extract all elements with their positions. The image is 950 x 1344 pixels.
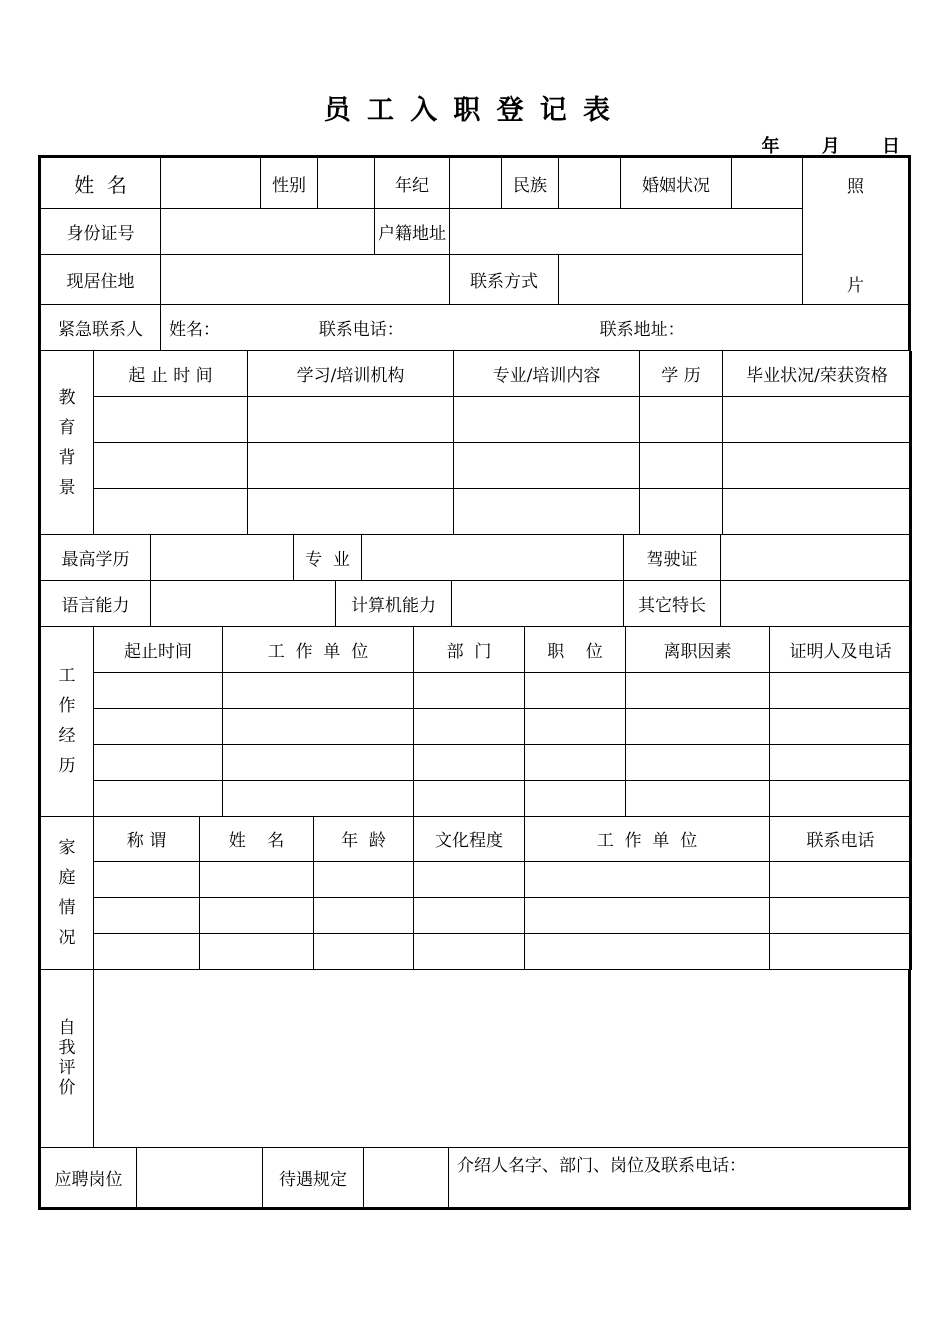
work-cell[interactable]: [626, 744, 770, 780]
work-cell[interactable]: [94, 708, 223, 744]
work-header-period: 起止时间: [94, 627, 223, 672]
work-cell[interactable]: [223, 708, 414, 744]
license-label: 驾驶证: [624, 535, 721, 581]
form-title: 员工入职登记表: [323, 95, 627, 126]
name-field[interactable]: [161, 158, 261, 209]
contact-label: 联系方式: [450, 255, 559, 305]
work-cell[interactable]: [770, 708, 912, 744]
work-cell[interactable]: [94, 780, 223, 816]
photo-box[interactable]: [803, 158, 909, 305]
work-table: [40, 627, 912, 817]
family-cell[interactable]: [770, 862, 912, 898]
computer-label: 计算机能力: [336, 581, 452, 627]
work-cell[interactable]: [414, 708, 525, 744]
edu-cell[interactable]: [94, 443, 248, 489]
self-eval-table: [40, 970, 909, 1148]
family-cell[interactable]: [94, 898, 200, 934]
ethnicity-label: 民族: [502, 158, 559, 209]
ethnicity-field[interactable]: [559, 158, 621, 209]
family-cell[interactable]: [414, 934, 525, 970]
work-header-reference: 证明人及电话: [770, 627, 912, 672]
family-cell[interactable]: [525, 898, 770, 934]
residence-field[interactable]: [161, 255, 450, 305]
edu-cell[interactable]: [723, 443, 912, 489]
work-cell[interactable]: [770, 744, 912, 780]
family-cell[interactable]: [770, 898, 912, 934]
work-cell[interactable]: [770, 672, 912, 708]
position-field[interactable]: [137, 1148, 263, 1208]
work-header-department: 部 门: [414, 627, 525, 672]
edu-cell[interactable]: [94, 489, 248, 535]
edu-cell[interactable]: [640, 489, 723, 535]
work-cell[interactable]: [414, 744, 525, 780]
footer-table: [40, 1148, 909, 1209]
referrer-field[interactable]: [449, 1148, 909, 1208]
edu-cell[interactable]: [248, 489, 454, 535]
edu-header-major: 专业/培训内容: [454, 351, 640, 397]
other-skills-field[interactable]: [721, 581, 912, 627]
age-field[interactable]: [450, 158, 502, 209]
table-row: [41, 443, 912, 489]
highest-degree-field[interactable]: [151, 535, 294, 581]
edu-header-institution: 学习/培训机构: [248, 351, 454, 397]
family-cell[interactable]: [200, 934, 314, 970]
family-cell[interactable]: [525, 862, 770, 898]
table-row: [41, 780, 912, 816]
emergency-label: 紧急联系人: [41, 305, 161, 351]
highest-degree-label: 最高学历: [41, 535, 151, 581]
table-row: [41, 934, 912, 970]
education-table: [40, 351, 912, 535]
work-section-label: 工作经历: [41, 627, 94, 816]
basic-info-table: [40, 157, 909, 351]
work-cell[interactable]: [94, 672, 223, 708]
family-cell[interactable]: [525, 934, 770, 970]
emergency-address-label: 联系地址：: [599, 320, 685, 340]
family-cell[interactable]: [200, 898, 314, 934]
work-cell[interactable]: [223, 780, 414, 816]
work-cell[interactable]: [525, 708, 626, 744]
other-skills-label: 其它特长: [624, 581, 721, 627]
table-row: [41, 672, 912, 708]
family-header-phone: 联系电话: [770, 817, 912, 862]
id-number-field[interactable]: [161, 209, 375, 255]
family-header-relation: 称 谓: [94, 817, 200, 862]
edu-cell[interactable]: [723, 489, 912, 535]
family-header-name: 姓 名: [200, 817, 314, 862]
household-label: 户籍地址: [375, 209, 450, 255]
name-label: 姓 名: [41, 158, 161, 209]
date-month: 月: [821, 136, 840, 157]
work-cell[interactable]: [626, 708, 770, 744]
work-cell[interactable]: [626, 780, 770, 816]
edu-cell[interactable]: [640, 397, 723, 443]
family-cell[interactable]: [94, 934, 200, 970]
edu-cell[interactable]: [248, 443, 454, 489]
edu-cell[interactable]: [454, 397, 640, 443]
qualifications-table: [40, 535, 912, 627]
edu-header-status: 毕业状况/荣获资格: [723, 351, 912, 397]
edu-cell[interactable]: [94, 397, 248, 443]
family-section-label: 家庭情况: [41, 817, 94, 970]
work-cell[interactable]: [525, 672, 626, 708]
registration-form: [38, 155, 911, 1210]
household-field[interactable]: [450, 209, 803, 255]
work-cell[interactable]: [770, 780, 912, 816]
work-cell[interactable]: [414, 672, 525, 708]
table-row: [41, 898, 912, 934]
treatment-label: 待遇规定: [263, 1148, 364, 1208]
work-cell[interactable]: [525, 744, 626, 780]
family-cell[interactable]: [314, 934, 414, 970]
work-header-employer: 工 作 单 位: [223, 627, 414, 672]
table-row: [41, 397, 912, 443]
photo-label-top: 照: [847, 177, 864, 197]
position-label: 应聘岗位: [41, 1148, 137, 1208]
emergency-name-label: 姓名：: [169, 320, 220, 340]
edu-cell[interactable]: [454, 489, 640, 535]
self-eval-field[interactable]: [94, 970, 909, 1147]
work-cell[interactable]: [223, 744, 414, 780]
residence-label: 现居住地: [41, 255, 161, 305]
gender-label: 性别: [261, 158, 318, 209]
family-cell[interactable]: [314, 862, 414, 898]
edu-cell[interactable]: [723, 397, 912, 443]
family-header-education: 文化程度: [414, 817, 525, 862]
work-cell[interactable]: [94, 744, 223, 780]
treatment-field[interactable]: [364, 1148, 449, 1208]
family-header-employer: 工 作 单 位: [525, 817, 770, 862]
date-year: 年: [761, 136, 780, 157]
age-label: 年纪: [375, 158, 450, 209]
work-cell[interactable]: [626, 672, 770, 708]
emergency-phone-label: 联系电话：: [318, 320, 404, 340]
marital-field[interactable]: [732, 158, 803, 209]
referrer-label: 介绍人名字、部门、岗位及联系电话：: [457, 1155, 746, 1176]
edu-cell[interactable]: [248, 397, 454, 443]
table-row: [41, 708, 912, 744]
work-cell[interactable]: [525, 780, 626, 816]
edu-header-degree: 学 历: [640, 351, 723, 397]
emergency-field[interactable]: [161, 305, 909, 351]
family-cell[interactable]: [770, 934, 912, 970]
work-header-reason: 离职因素: [626, 627, 770, 672]
photo-label-bottom: 片: [847, 276, 864, 296]
family-cell[interactable]: [414, 862, 525, 898]
edu-cell[interactable]: [454, 443, 640, 489]
table-row: [41, 862, 912, 898]
language-label: 语言能力: [41, 581, 151, 627]
language-field[interactable]: [151, 581, 336, 627]
education-section-label: 教育背景: [41, 351, 94, 535]
edu-header-period: 起 止 时 间: [94, 351, 248, 397]
gender-field[interactable]: [318, 158, 375, 209]
marital-label: 婚姻状况: [621, 158, 732, 209]
license-field[interactable]: [721, 535, 912, 581]
family-table: [40, 817, 912, 971]
table-row: [41, 744, 912, 780]
work-cell[interactable]: [414, 780, 525, 816]
id-number-label: 身份证号: [41, 209, 161, 255]
family-header-age: 年 龄: [314, 817, 414, 862]
family-cell[interactable]: [200, 862, 314, 898]
contact-field[interactable]: [559, 255, 803, 305]
work-cell[interactable]: [223, 672, 414, 708]
self-eval-label: 自我评价: [41, 970, 94, 1147]
major-label: 专 业: [294, 535, 362, 581]
edu-cell[interactable]: [640, 443, 723, 489]
family-cell[interactable]: [94, 862, 200, 898]
work-header-position: 职 位: [525, 627, 626, 672]
table-row: [41, 489, 912, 535]
family-cell[interactable]: [414, 898, 525, 934]
family-cell[interactable]: [314, 898, 414, 934]
computer-field[interactable]: [452, 581, 624, 627]
major-field[interactable]: [362, 535, 624, 581]
date-day: 日: [882, 136, 900, 157]
